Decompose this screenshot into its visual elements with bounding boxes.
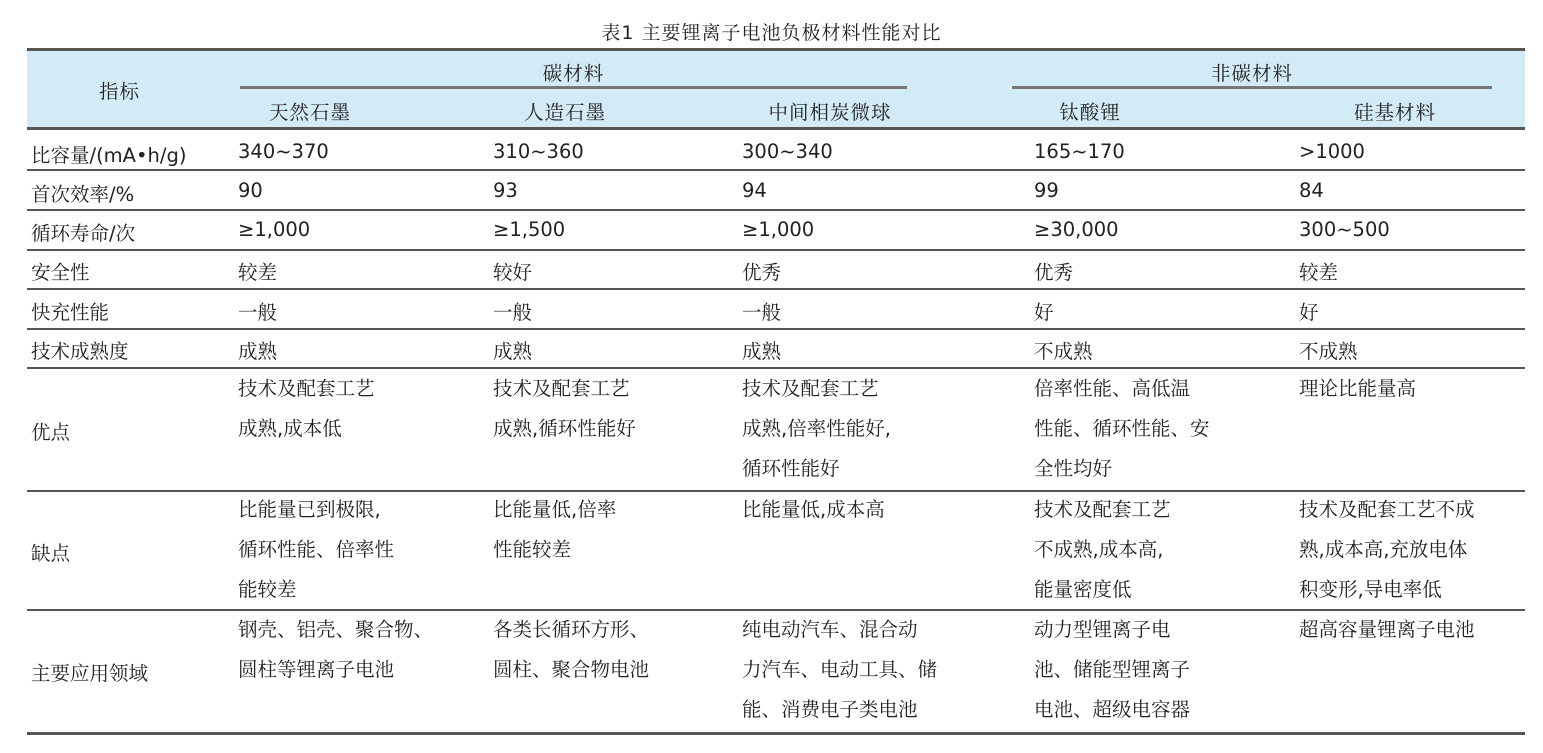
table-cell: 90 xyxy=(238,179,263,202)
table-cell xyxy=(238,369,375,449)
table-cell: 84 xyxy=(1299,179,1324,202)
table-cell: 340~370 xyxy=(238,140,329,163)
table-cell: ≥1,000 xyxy=(238,218,311,241)
cell-line: 技术及配套工艺 xyxy=(1034,498,1171,521)
bottom-rule xyxy=(27,732,1525,735)
row-label: 优点 xyxy=(31,421,71,444)
table-cell xyxy=(742,490,885,530)
cell-line: 能、消费电子类电池 xyxy=(742,698,918,721)
row-label: 首次效率/% xyxy=(31,183,135,206)
cell-line: 循环性能好 xyxy=(742,457,840,480)
row-label: 主要应用领域 xyxy=(31,662,149,685)
table-cell: 优秀 xyxy=(1034,261,1074,284)
cell-line: 各类长循环方形、 xyxy=(493,618,650,641)
cell-line: 技术及配套工艺 xyxy=(742,377,879,400)
header-col-mcmb: 中间相炭微球 xyxy=(768,101,892,124)
table-cell: 不成熟 xyxy=(1034,340,1093,363)
table-cell xyxy=(238,490,394,610)
cell-line: 能量密度低 xyxy=(1034,578,1132,601)
cell-line: 积变形,导电率低 xyxy=(1299,578,1442,601)
cell-line: 池、储能型锂离子 xyxy=(1034,658,1191,681)
table-cell: 成熟 xyxy=(238,340,278,363)
table-cell: 成熟 xyxy=(742,340,782,363)
top-rule xyxy=(27,48,1525,51)
table-cell: ≥30,000 xyxy=(1034,218,1119,241)
row-label: 缺点 xyxy=(31,542,71,565)
table-caption: 表1 主要锂离子电池负极材料性能对比 xyxy=(601,22,942,44)
row-divider xyxy=(27,209,1525,211)
table-cell: 一般 xyxy=(238,301,278,324)
table-cell: 165~170 xyxy=(1034,140,1125,163)
header-rule xyxy=(27,127,1525,130)
cell-line: 能较差 xyxy=(238,578,297,601)
row-label: 快充性能 xyxy=(31,301,110,324)
row-label: 技术成熟度 xyxy=(31,340,129,363)
table-cell xyxy=(1299,490,1475,610)
table-cell: 310~360 xyxy=(493,140,584,163)
table-cell: 较好 xyxy=(493,261,533,284)
cell-line: 技术及配套工艺 xyxy=(238,377,375,400)
table-cell: 较差 xyxy=(238,261,278,284)
cell-line: 技术及配套工艺 xyxy=(493,377,630,400)
table-cell: 较差 xyxy=(1299,261,1339,284)
cell-line: 比能量低,成本高 xyxy=(742,498,885,521)
row-divider xyxy=(27,169,1525,171)
table-cell: 300~340 xyxy=(742,140,833,163)
row-divider xyxy=(27,249,1525,251)
header-group-noncarbon: 非碳材料 xyxy=(1210,62,1293,85)
cell-line: 技术及配套工艺不成 xyxy=(1299,498,1475,521)
row-label: 安全性 xyxy=(31,261,90,284)
cell-line: 熟,成本高,充放电体 xyxy=(1299,538,1468,561)
table-cell: 93 xyxy=(493,179,518,202)
cell-line: 性能、循环性能、安 xyxy=(1034,417,1210,440)
cell-line: 全性均好 xyxy=(1034,457,1113,480)
cell-line: 纯电动汽车、混合动 xyxy=(742,618,918,641)
header-col-silicon: 硅基材料 xyxy=(1353,101,1436,124)
table-cell xyxy=(493,490,616,570)
table-cell: 优秀 xyxy=(742,261,782,284)
table-cell xyxy=(742,369,891,489)
header-group-carbon: 碳材料 xyxy=(542,62,605,85)
row-label: 比容量/(mA•h/g) xyxy=(31,144,187,167)
cell-line: 性能较差 xyxy=(493,538,572,561)
cell-line: 超高容量锂离子电池 xyxy=(1299,618,1475,641)
table-cell: 300~500 xyxy=(1299,218,1390,241)
table-cell: 好 xyxy=(1299,301,1319,324)
table-cell xyxy=(1034,490,1171,610)
table-cell xyxy=(238,610,433,690)
cell-line: 圆柱等锂离子电池 xyxy=(238,658,395,681)
table-cell: ≥1,500 xyxy=(493,218,566,241)
table-cell: 不成熟 xyxy=(1299,340,1358,363)
cell-line: 力汽车、电动工具、储 xyxy=(742,658,938,681)
carbon-group-rule xyxy=(240,86,907,89)
cell-line: 电池、超级电容器 xyxy=(1034,698,1191,721)
table-cell xyxy=(493,610,649,690)
cell-line: 比能量低,倍率 xyxy=(493,498,617,521)
table-cell: 99 xyxy=(1034,179,1059,202)
table-cell xyxy=(1299,369,1416,409)
table-cell: 一般 xyxy=(742,301,782,324)
header-col-lto: 钛酸锂 xyxy=(1059,101,1121,124)
table-cell: 好 xyxy=(1034,301,1054,324)
cell-line: 比能量已到极限, xyxy=(238,498,381,521)
row-divider xyxy=(27,328,1525,330)
cell-line: 圆柱、聚合物电池 xyxy=(493,658,650,681)
table-cell xyxy=(1034,610,1190,730)
table-cell: ≥1,000 xyxy=(742,218,815,241)
cell-line: 成熟,倍率性能好, xyxy=(742,417,891,440)
cell-line: 成熟,循环性能好 xyxy=(493,417,636,440)
noncarbon-group-rule xyxy=(1012,86,1492,89)
cell-line: 动力型锂离子电 xyxy=(1034,618,1171,641)
table-cell: 94 xyxy=(742,179,767,202)
table-cell xyxy=(1034,369,1210,489)
header-col-natural-graphite: 天然石墨 xyxy=(268,101,351,124)
row-label: 循环寿命/次 xyxy=(31,222,136,245)
cell-line: 钢壳、铝壳、聚合物、 xyxy=(238,618,434,641)
cell-line: 不成熟,成本高, xyxy=(1034,538,1164,561)
row-divider xyxy=(27,288,1525,290)
cell-line: 循环性能、倍率性 xyxy=(238,538,395,561)
cell-line: 理论比能量高 xyxy=(1299,377,1417,400)
table-cell: 一般 xyxy=(493,301,533,324)
table-cell xyxy=(1299,610,1475,650)
table-cell xyxy=(742,610,937,730)
header-indicator: 指标 xyxy=(98,80,140,103)
table-cell: >1000 xyxy=(1299,140,1365,163)
table-cell xyxy=(493,369,636,449)
cell-line: 成熟,成本低 xyxy=(238,417,342,440)
header-col-artificial-graphite: 人造石墨 xyxy=(523,101,606,124)
cell-line: 倍率性能、高低温 xyxy=(1034,377,1191,400)
table-cell: 成熟 xyxy=(493,340,533,363)
